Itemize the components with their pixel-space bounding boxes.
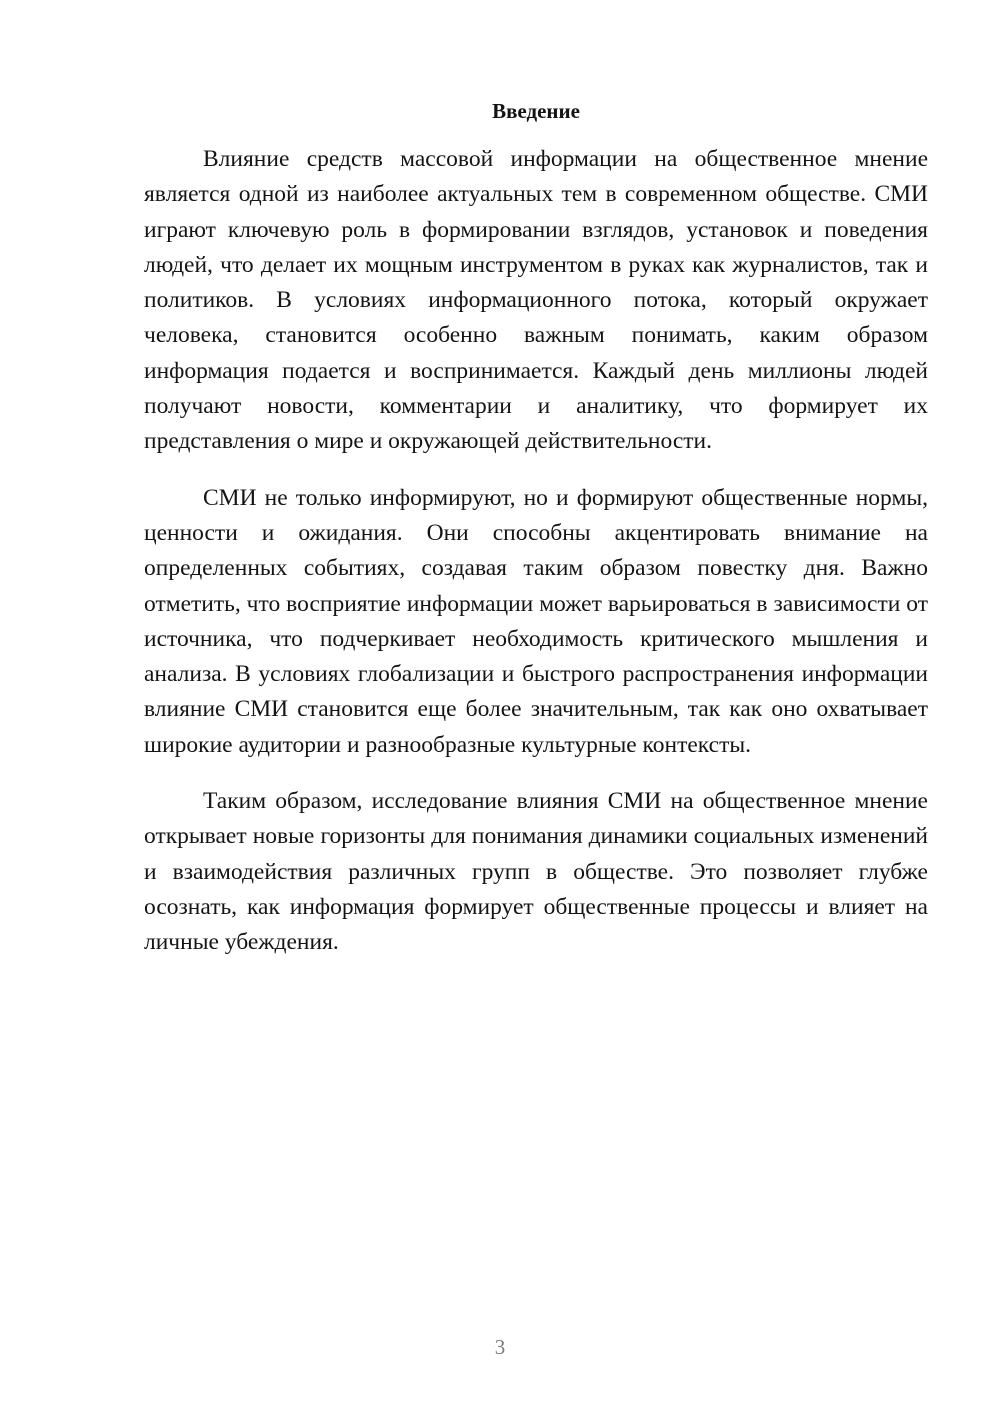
paragraph-intro: Влияние средств массовой информации на общественное мнение является одной из наиболее актуальных тем в современном обществе. СМИ играют ключевую роль в формировании взглядов, установок и поведения людей, что делает их мощным инструментом в руках как журналистов, так и политиков. В условиях информационного потока, который окружает человека, становится особенно важным понимать, каким образом информация подается и воспринимается. Каждый день миллионы людей получают новости, комментарии и аналитику, что формирует их представления о мире и окружающей действительности.	[144, 146, 928, 455]
body-text	[144, 142, 928, 982]
paragraph-media-role: СМИ не только информируют, но и формируют общественные нормы, ценности и ожидания. Они способны акцентировать внимание на определенных событиях, создавая таким образом повестку дня. Важно отметить, что восприятие информации может варьироваться в зависимости от источника, что подчеркивает необходимость критического мышления и анализа. В условиях глобализации и быстрого распространения информации влияние СМИ становится еще более значительным, так как оно охватывает широкие аудитории и разнообразные культурные контексты.	[144, 484, 928, 758]
page-number: 3	[494, 1335, 506, 1359]
page-heading: Введение	[492, 99, 580, 123]
paragraph-conclusion: Таким образом, исследование влияния СМИ на общественное мнение открывает новые горизонты для понимания динамики социальных изменений и взаимодействия различных групп в обществе. Это позволяет глубже осознать, как информация формирует общественные процессы и влияет на личные убеждения.	[144, 788, 928, 956]
